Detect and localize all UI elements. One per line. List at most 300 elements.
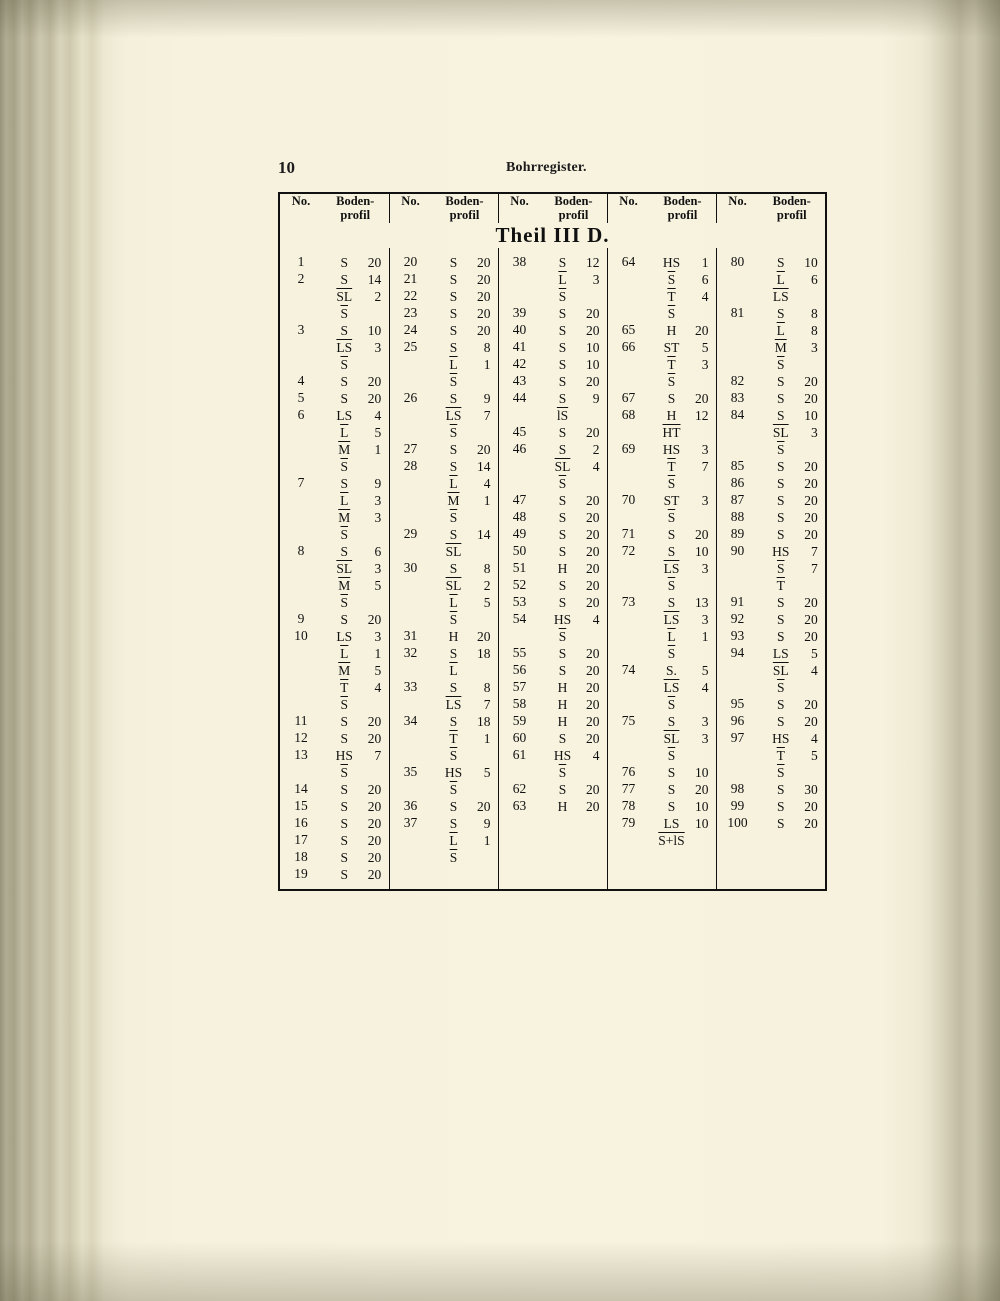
profile-layer (761, 628, 826, 645)
layer-depth: 20 (367, 713, 382, 729)
layer-symbol: $\overline{M}$ (338, 441, 351, 457)
layer-depth: 20 (586, 730, 600, 746)
entry-number: 98 (730, 780, 745, 796)
layer-symbol: S (667, 594, 676, 610)
layer-symbol: HS (553, 611, 572, 627)
entry-number: 3 (297, 321, 305, 337)
layer-depth: 18 (477, 713, 491, 729)
register-entry (280, 390, 389, 407)
entry-number: 58 (512, 695, 527, 711)
profile-layer (434, 679, 498, 696)
layer-symbol: H (557, 696, 568, 712)
layer-symbol: S (449, 526, 458, 542)
register-entry (608, 781, 716, 798)
table-header-row (280, 194, 825, 223)
register-column-4 (607, 248, 716, 889)
entry-profile (541, 492, 607, 509)
profile-layer (434, 730, 498, 747)
entry-number: 33 (403, 678, 418, 694)
layer-depth: 1 (701, 628, 709, 644)
header-cell-5 (716, 194, 825, 223)
table-body-row (280, 248, 825, 889)
page-header (278, 158, 823, 178)
layer-depth: 20 (367, 798, 382, 814)
entry-profile (650, 798, 716, 815)
layer-depth: 20 (586, 662, 600, 678)
entry-number: 39 (512, 304, 527, 320)
profile-layer (652, 373, 716, 390)
profile-layer (652, 747, 716, 764)
profile-layer (324, 594, 389, 611)
profile-layer (652, 577, 716, 594)
entry-number: 41 (512, 338, 527, 354)
layer-symbol: S (667, 526, 676, 542)
layer-depth: 20 (804, 475, 818, 491)
layer-symbol: $\overline{S}$ (340, 764, 348, 780)
layer-symbol: S (449, 254, 458, 270)
layer-symbol: $\overline{S}$ (340, 594, 348, 610)
profile-layer (761, 254, 826, 271)
layer-depth: 3 (811, 339, 818, 355)
entry-number: 30 (403, 559, 418, 575)
layer-depth: 20 (586, 373, 600, 389)
register-entry (280, 373, 389, 390)
entry-number: 59 (512, 712, 527, 728)
profile-layer (652, 645, 716, 662)
entry-number: 19 (294, 865, 308, 881)
entry-number: 1 (297, 253, 305, 269)
layer-symbol: S (776, 594, 785, 610)
layer-symbol: $\overline{S}$ (558, 628, 567, 644)
entry-profile (759, 509, 826, 526)
layer-symbol: $\overline{S}$ (449, 849, 458, 865)
layer-symbol: S (776, 713, 785, 729)
profile-layer (434, 815, 498, 832)
profile-layer (324, 764, 389, 781)
register-entry (280, 271, 389, 322)
profile-layer (434, 339, 498, 356)
register-entry (390, 526, 498, 560)
entry-profile (650, 526, 716, 543)
layer-depth: 4 (811, 662, 818, 678)
layer-symbol: $\overline{S}$ (340, 458, 348, 474)
profile-layer (434, 322, 498, 339)
profile-layer (543, 509, 607, 526)
profile-layer (761, 288, 826, 305)
layer-symbol: S (776, 475, 785, 491)
layer-symbol: HS (772, 543, 790, 559)
layer-symbol: S (667, 764, 676, 780)
profile-layer (652, 475, 716, 492)
layer-symbol: S (776, 798, 785, 814)
register-entry (717, 254, 826, 305)
entry-profile (759, 611, 826, 628)
layer-depth: 10 (586, 356, 600, 372)
profile-layer (434, 594, 498, 611)
layer-symbol: S (340, 611, 348, 627)
register-entry (280, 781, 389, 798)
profile-layer (652, 798, 716, 815)
entry-profile (541, 662, 607, 679)
entry-number: 10 (294, 627, 308, 643)
entry-profile (322, 611, 389, 628)
register-entry (608, 492, 716, 526)
layer-symbol: HS (772, 730, 790, 746)
profile-layer (324, 424, 389, 441)
profile-layer (434, 509, 498, 526)
profile-layer (434, 849, 498, 866)
entry-profile (322, 815, 389, 832)
layer-depth: 20 (804, 696, 818, 712)
register-entry (390, 322, 498, 339)
profile-layer (434, 390, 498, 407)
register-entry (499, 577, 607, 594)
layer-depth: 1 (701, 254, 709, 270)
layer-symbol: S (776, 390, 785, 406)
layer-symbol: S (449, 271, 458, 287)
profile-layer (434, 696, 498, 713)
layer-symbol: H (448, 628, 459, 644)
profile-layer (652, 696, 716, 713)
layer-depth: 20 (586, 492, 600, 508)
entry-profile (541, 577, 607, 594)
register-entry (390, 764, 498, 798)
profile-layer (761, 407, 826, 424)
profile-layer (652, 492, 716, 509)
entry-profile (759, 475, 826, 492)
layer-symbol: S (449, 713, 458, 729)
profile-layer (543, 254, 607, 271)
profile-layer (761, 815, 826, 832)
layer-depth: 1 (483, 730, 491, 746)
profile-layer (324, 390, 389, 407)
layer-depth: 20 (695, 526, 709, 542)
layer-symbol: S (776, 373, 785, 389)
entry-profile (759, 543, 826, 594)
layer-depth: 3 (374, 492, 382, 508)
layer-symbol: $\overline{L}$ (340, 424, 349, 440)
profile-layer (761, 526, 826, 543)
entry-number: 47 (512, 491, 527, 507)
profile-layer (543, 373, 607, 390)
profile-layer (652, 288, 716, 305)
layer-depth: 20 (586, 577, 600, 593)
header-profile-4-line1: Boden- (663, 194, 702, 208)
profile-layer (324, 492, 389, 509)
layer-depth: 20 (586, 560, 600, 576)
register-entry (280, 747, 389, 781)
entry-number: 51 (512, 559, 527, 575)
entry-profile (432, 764, 498, 798)
register-entry (390, 288, 498, 305)
entry-profile (541, 696, 607, 713)
entry-profile (541, 390, 607, 424)
layer-depth: 20 (367, 611, 382, 627)
layer-symbol: S (340, 322, 348, 338)
register-column-1 (280, 248, 389, 889)
layer-symbol: S (776, 407, 785, 423)
entry-number: 18 (294, 848, 308, 864)
entry-number: 21 (403, 270, 418, 286)
layer-depth: 3 (592, 271, 600, 287)
profile-layer (324, 611, 389, 628)
bohrregister-table (278, 192, 827, 891)
layer-depth: 9 (483, 815, 491, 831)
register-entry (499, 305, 607, 322)
entry-profile (759, 815, 826, 832)
entry-profile (432, 526, 498, 560)
profile-layer (324, 866, 389, 883)
profile-layer (761, 560, 826, 577)
layer-symbol: S (558, 322, 567, 338)
layer-symbol: S (776, 815, 785, 831)
entry-profile (541, 781, 607, 798)
profile-layer (652, 356, 716, 373)
profile-layer (652, 764, 716, 781)
register-entry (499, 339, 607, 356)
entry-number: 84 (730, 406, 745, 422)
profile-layer (761, 594, 826, 611)
profile-layer (434, 798, 498, 815)
register-column-2 (389, 248, 498, 889)
layer-depth: 3 (701, 560, 709, 576)
entry-profile (322, 407, 389, 475)
layer-symbol: ˘ LS (768, 645, 794, 662)
register-entry (717, 509, 826, 526)
layer-symbol: $\overline{S}$ (667, 645, 676, 661)
layer-symbol: S (776, 254, 785, 270)
profile-layer (434, 441, 498, 458)
profile-layer (652, 713, 716, 730)
layer-depth: 20 (367, 730, 382, 746)
layer-symbol: $\overline{S}$ (340, 526, 348, 542)
register-entry (499, 560, 607, 577)
entry-profile (650, 543, 716, 594)
profile-layer (434, 424, 498, 441)
entry-profile (759, 798, 826, 815)
layer-depth: 20 (695, 781, 709, 797)
entry-profile (759, 645, 826, 696)
register-entry (499, 509, 607, 526)
entry-number: 56 (512, 661, 527, 677)
layer-symbol: $\overline{L}$ (449, 594, 458, 610)
register-entry (390, 254, 498, 271)
layer-symbol: S (340, 781, 348, 797)
page-number: 10 (278, 158, 295, 177)
entry-profile (541, 509, 607, 526)
profile-layer (324, 662, 389, 679)
profile-layer (324, 356, 389, 373)
header-no-4: No. (619, 194, 638, 208)
entry-profile (322, 866, 389, 883)
profile-layer (652, 543, 716, 560)
layer-symbol: S (449, 339, 458, 355)
layer-depth: 20 (586, 543, 600, 559)
entry-profile (322, 628, 389, 713)
register-entry (390, 271, 498, 288)
entry-number: 78 (621, 797, 636, 813)
profile-layer (652, 815, 716, 832)
profile-layer (434, 560, 498, 577)
layer-depth: 5 (374, 424, 382, 440)
layer-symbol: $\overline{S}$ (667, 696, 676, 712)
register-entry (717, 781, 826, 798)
entry-number: 66 (621, 338, 636, 354)
entry-profile (541, 339, 607, 356)
entry-number: 60 (512, 729, 527, 745)
entry-profile (432, 305, 498, 322)
register-entry (608, 526, 716, 543)
layer-symbol: S (776, 696, 785, 712)
profile-layer (652, 679, 716, 696)
entry-profile (432, 390, 498, 441)
profile-layer (434, 305, 498, 322)
profile-layer (434, 288, 498, 305)
entry-number: 36 (403, 797, 418, 813)
entry-profile (432, 288, 498, 305)
layer-symbol: S (558, 424, 567, 440)
entry-number: 40 (512, 321, 527, 337)
entry-number: 95 (730, 695, 745, 711)
entry-number: 13 (294, 746, 308, 762)
register-entry (280, 798, 389, 815)
entry-profile (432, 645, 498, 679)
layer-symbol: H (666, 407, 677, 423)
entry-profile (541, 526, 607, 543)
profile-layer (324, 747, 389, 764)
register-entry (717, 526, 826, 543)
profile-layer (434, 713, 498, 730)
profile-layer (761, 322, 826, 339)
register-entry (717, 407, 826, 458)
register-entry (608, 441, 716, 492)
layer-symbol: S (558, 339, 567, 355)
layer-depth: 6 (811, 271, 818, 287)
entry-number: 26 (403, 389, 418, 405)
profile-layer (652, 458, 716, 475)
entry-number: 28 (403, 457, 418, 473)
profile-layer (761, 492, 826, 509)
entry-number: 23 (403, 304, 418, 320)
entry-profile (432, 679, 498, 713)
layer-symbol: S (667, 798, 676, 814)
profile-layer (324, 475, 389, 492)
entry-profile (759, 492, 826, 509)
profile-layer (434, 526, 498, 543)
layer-symbol: H (557, 679, 568, 695)
profile-layer (324, 645, 389, 662)
profile-layer (543, 662, 607, 679)
layer-depth: 10 (804, 407, 818, 423)
entry-profile (541, 679, 607, 696)
layer-symbol: $\overline{SL}$ (772, 424, 789, 440)
layer-symbol: S (340, 271, 348, 287)
header-profile-3-line2: profil (558, 208, 589, 223)
entry-profile (650, 764, 716, 781)
register-entry (608, 594, 716, 662)
register-entry (390, 645, 498, 679)
entry-number: 69 (621, 440, 636, 456)
layer-depth: 20 (586, 798, 600, 814)
profile-layer (543, 305, 607, 322)
profile-layer (761, 747, 826, 764)
layer-depth: 2 (592, 441, 600, 457)
entry-number: 75 (621, 712, 636, 728)
register-entry (280, 475, 389, 543)
layer-symbol: $\overline{S}$ (667, 577, 676, 593)
profile-layer (434, 832, 498, 849)
profile-layer (434, 373, 498, 390)
entry-number: 81 (730, 304, 745, 320)
entry-number: 12 (294, 729, 308, 745)
entry-profile (322, 832, 389, 849)
entry-number: 88 (730, 508, 745, 524)
profile-layer (761, 577, 826, 594)
entry-profile (322, 713, 389, 730)
layer-symbol: S (449, 441, 458, 457)
register-entry (608, 407, 716, 441)
entry-number: 9 (297, 610, 305, 626)
entry-profile (541, 713, 607, 730)
layer-symbol: ST (663, 339, 680, 355)
layer-depth: 3 (701, 730, 709, 746)
register-entry (280, 611, 389, 628)
entry-number: 54 (512, 610, 527, 626)
layer-symbol: $\overline{LS}$ (663, 611, 680, 627)
layer-symbol: HS (553, 747, 572, 763)
register-entry (390, 815, 498, 866)
layer-depth: 3 (701, 356, 709, 372)
entry-profile (650, 662, 716, 713)
entry-number: 31 (403, 627, 418, 643)
profile-layer (324, 849, 389, 866)
layer-depth: 4 (701, 288, 709, 304)
layer-symbol: S (558, 305, 567, 321)
layer-symbol: S (776, 628, 785, 644)
register-entry (499, 696, 607, 713)
register-entry (390, 713, 498, 764)
profile-layer (543, 747, 607, 764)
entry-profile (759, 254, 826, 305)
layer-symbol: $\overline{S}$ (776, 679, 785, 695)
profile-layer (543, 424, 607, 441)
profile-layer (324, 288, 389, 305)
entry-number: 5 (297, 389, 305, 405)
layer-symbol: $\overline{LS}$ (445, 696, 462, 712)
register-entry (499, 747, 607, 781)
entry-profile (541, 798, 607, 815)
section-title: Theil III D. (495, 222, 610, 247)
profile-layer (652, 832, 716, 849)
profile-layer (761, 509, 826, 526)
register-entry (390, 560, 498, 628)
layer-symbol: S (776, 492, 785, 508)
entry-profile (759, 407, 826, 458)
entry-number: 44 (512, 389, 527, 405)
profile-layer (324, 339, 389, 356)
entry-profile (322, 322, 389, 373)
header-profile-2-line1: Boden- (445, 194, 484, 208)
entry-profile (650, 407, 716, 441)
register-entry (717, 815, 826, 832)
layer-depth: 5 (374, 662, 382, 678)
layer-symbol: S (340, 815, 348, 831)
profile-layer (652, 628, 716, 645)
entry-number: 100 (727, 814, 748, 830)
layer-symbol: S (340, 713, 348, 729)
entry-profile (541, 730, 607, 747)
register-entry (608, 390, 716, 407)
